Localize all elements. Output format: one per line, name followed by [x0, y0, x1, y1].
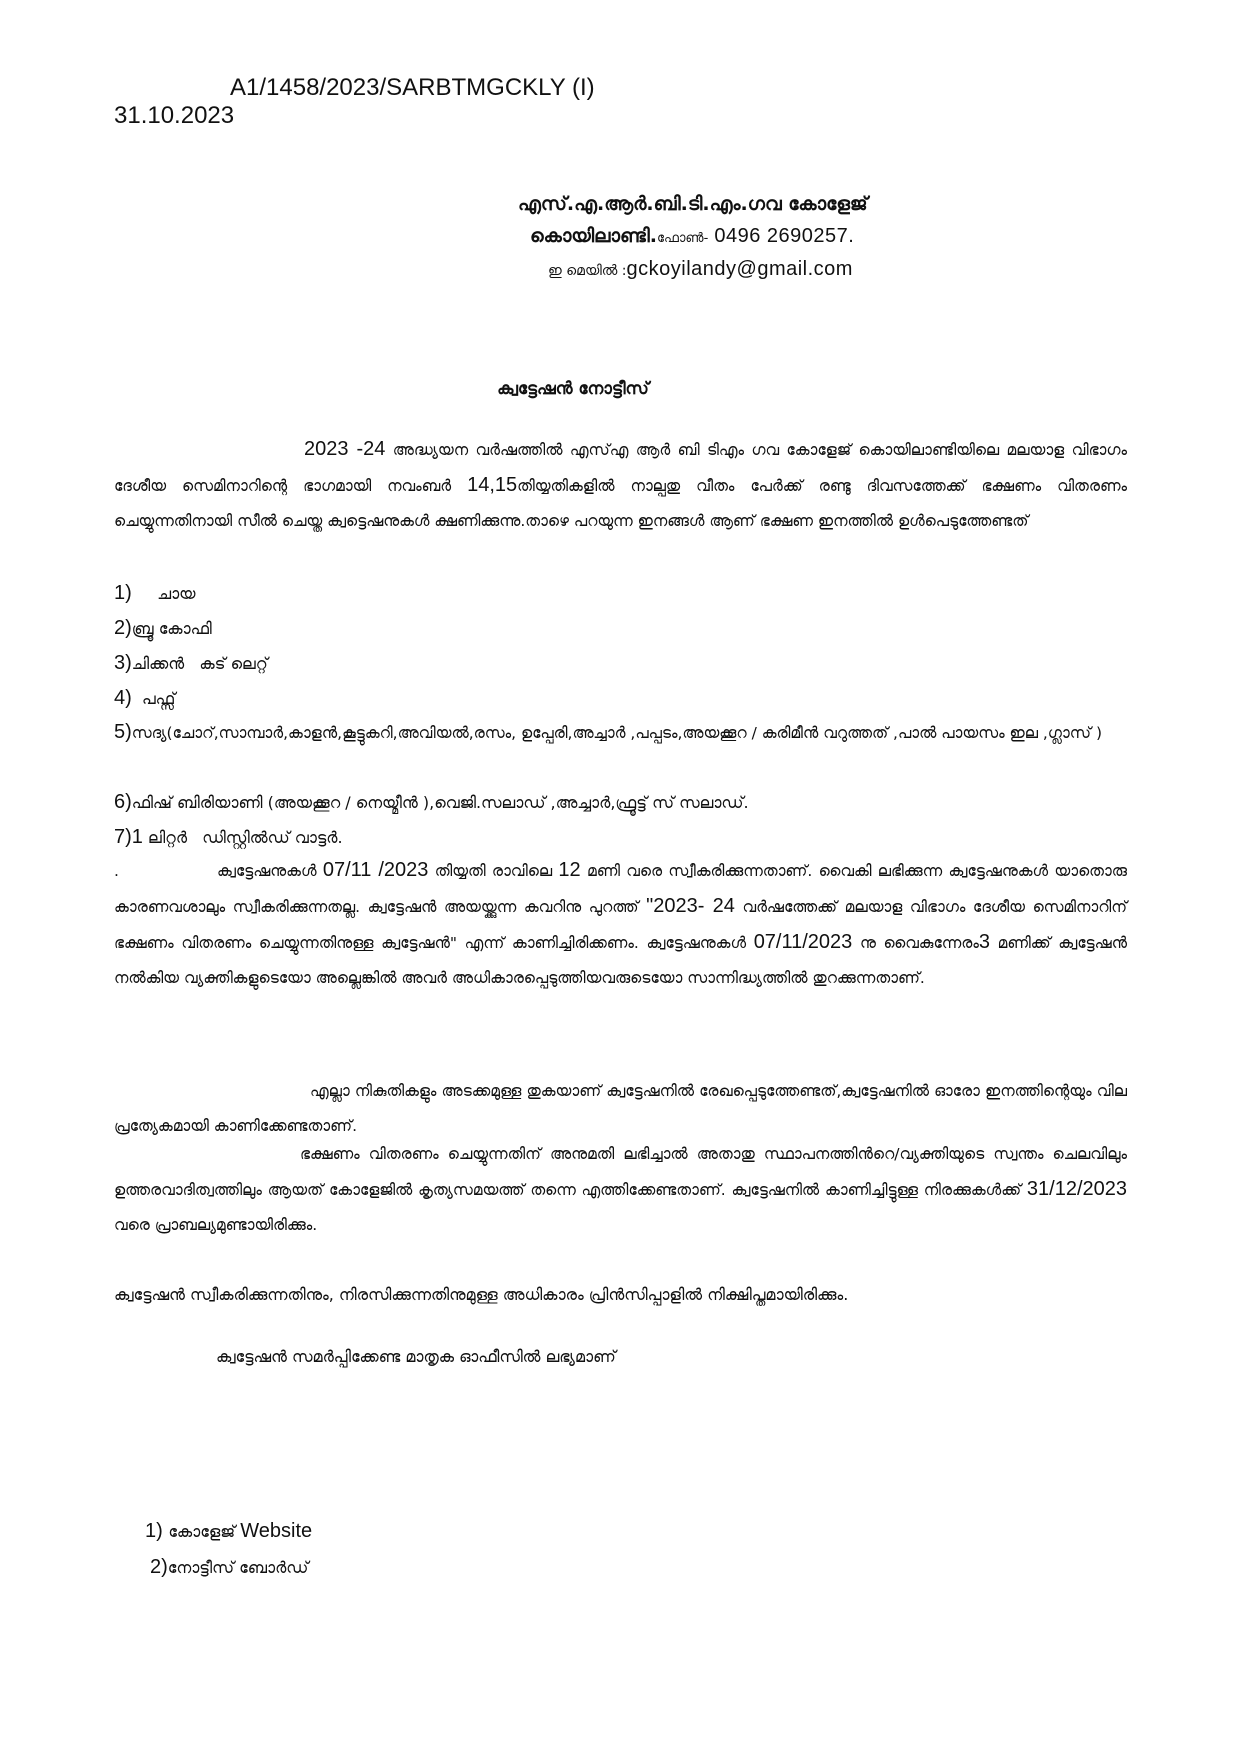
list-item-text: ബ്രൂ കോഫി: [131, 619, 212, 638]
form-availability-line: ക്വട്ടേഷൻ സമർപ്പിക്കേണ്ട മാതൃക ഓഫീസിൽ ലഭ്യമാണ്: [216, 1347, 616, 1366]
copy-text: കോളേജ്: [168, 1522, 241, 1541]
reference-number: A1/1458/2023/SARBTMGCKLY (I): [230, 74, 595, 101]
copy-number: 1): [145, 1520, 169, 1542]
issue-date: 31.10.2023: [114, 102, 235, 129]
copy-text-en: Website: [240, 1520, 313, 1542]
academic-year: 2023 -24: [304, 438, 386, 460]
phone-number: 0496 2690257.: [708, 225, 855, 247]
list-item-number: 3): [114, 652, 132, 674]
institution-address-line: [530, 225, 854, 248]
submission-text-6: മണിക്ക് ക്വട്ടേഷൻ നൽകിയ വ്യക്തികളുടെയോ അല്ലെങ്കിൽ അവർ അധികാരപ്പെടുത്തിയവരുടെയോ സാന്നിദ്ധ്യത്തിൽ തുറക്കുന്നതാണ്.: [114, 934, 1127, 987]
copy-number: 2): [150, 1556, 168, 1578]
list-item-text: ഫിഷ് ബിരിയാണി (അയക്കൂറ / നെയ്മീൻ ),വെജി.സലാഡ് ,അച്ചാർ,ഫ്രൂട്ട് സ് സലാഡ്.: [131, 793, 749, 812]
validity-date: 31/12/2023: [1026, 1178, 1127, 1200]
delivery-text-2: വരെ പ്രാബല്യമുണ്ടായിരിക്കും.: [114, 1216, 318, 1234]
email-address: gckoyilandy@gmail.com: [626, 258, 853, 280]
list-item-text: സദ്യ(ചോറ്,സാമ്പാർ,കാളൻ,കൂട്ടുകറി,അവിയൽ,രസം, ഉപ്പേരി,അച്ചാർ ,പപ്പടം,അയക്കൂറ / കരിമീൻ വറുത്തത് ,പാൽ പായസം ഇല ,ഗ്ലാസ് ): [131, 724, 1102, 742]
opening-date: 07/11/2023: [753, 931, 853, 953]
list-item-text: പഫ്സ്: [131, 689, 176, 708]
copy-to-item: [150, 1556, 308, 1579]
tax-text: എല്ലാ നികുതികളും അടക്കമുള്ള തുകയാണ് ക്വട്ടേഷനിൽ രേഖപ്പെടുത്തേണ്ടത്,ക്വട്ടേഷനിൽ ഓരോ ഇനത്തിന്റെയും വില പ്രത്യേകമായി കാണിക്കേണ്ടതാണ്.: [114, 1082, 1127, 1135]
opening-hour: 3: [978, 931, 991, 953]
tax-paragraph: [114, 1074, 1127, 1144]
list-item-number: 7): [114, 826, 132, 848]
list-item-number: 6): [114, 791, 132, 813]
delivery-paragraph: [114, 1137, 1127, 1243]
submission-paragraph: [114, 853, 1127, 996]
list-item: [114, 578, 196, 609]
email-label: ഇ മെയിൽ :: [548, 263, 627, 279]
list-item: [114, 683, 175, 714]
intro-text-2: തിയ്യതികളിൽ നാല്പതു വീതം പേർക്ക് രണ്ടു ദിവസത്തേക്ക് ഭക്ഷണം വിതരണം ചെയ്യുന്നതിനായി സീൽ ചെയ്ത ക്വട്ടെഷനുകൾ ക്ഷണിക്കുന്നു.താഴെ പറയുന്ന ഇനങ്ങൾ ആണ് ഭക്ഷണ ഇനത്തിൽ ഉൾപെടുത്തേണ്ടത്: [114, 477, 1127, 530]
copy-to-item: [145, 1520, 312, 1543]
email-line: [548, 258, 853, 281]
phone-label: ഫോൺ-: [657, 231, 709, 246]
list-item-text: ചായ: [131, 584, 196, 603]
deadline-hour: 12: [558, 859, 581, 881]
list-item-number: 2): [114, 617, 132, 639]
paragraph-dot: .: [114, 862, 119, 880]
list-item: [114, 715, 1127, 751]
copy-text: നോട്ടീസ് ബോർഡ്: [167, 1558, 309, 1577]
institution-place: കൊയിലാണ്ടി.: [530, 225, 658, 247]
intro-paragraph: [114, 432, 1127, 539]
list-item-number: 4): [114, 687, 132, 709]
list-item-number: 5): [114, 721, 132, 743]
cover-year: "2023- 24: [646, 895, 735, 917]
delivery-text-1: ഭക്ഷണം വിതരണം ചെയ്യുന്നതിന് അനുമതി ലഭിച്ചാൽ അതാതു സ്ഥാപനത്തിൻറെ/വ്യക്തിയുടെ സ്വന്തം ചെലവിലും ഉത്തരവാദിത്വത്തിലും ആയത് കോളേജിൽ കൃത്യസമയത്ത് തന്നെ എത്തിക്കേണ്ടതാണ്. ക്വട്ടേഷനിൽ കാണിച്ചിട്ടുള്ള നിരക്കുകൾക്ക്: [114, 1145, 1127, 1199]
submission-text-2: തിയ്യതി രാവിലെ: [428, 862, 559, 880]
list-item: [114, 822, 343, 853]
list-item-text: ലിറ്റർ ഡിസ്റ്റിൽഡ് വാട്ടർ.: [142, 828, 343, 847]
list-item-number: 1): [114, 582, 132, 604]
list-item: [114, 787, 749, 818]
submission-text-1: ക്വട്ടേഷനുകൾ: [216, 862, 323, 880]
seminar-dates: 14,15: [467, 474, 518, 496]
list-item-quantity: 1: [131, 826, 143, 848]
list-item-text: ചിക്കൻ കട് ലെറ്റ്: [131, 654, 268, 673]
intro-text-1: അദ്ധ്യയന വർഷത്തിൽ എസ്എ ആർ ബി ടിഎം ഗവ കോളേജ് കൊയിലാണ്ടിയിലെ മലയാള വിഭാഗം ദേശീയ സെമിനാറിന്റെ ഭാഗമായി നവംബർ: [114, 441, 1127, 495]
institution-name: എസ്.എ.ആർ.ബി.ടി.എം.ഗവ കോളേജ്: [518, 193, 868, 215]
authority-paragraph: ക്വട്ടേഷൻ സ്വീകരിക്കുന്നതിനും, നിരസിക്കുന്നതിനുമുള്ള അധികാരം പ്രിൻസിപ്പാളിൽ നിക്ഷിപ്തമായിരിക്കും.: [114, 1285, 849, 1304]
list-item: [114, 648, 268, 679]
list-item: [114, 613, 212, 644]
deadline-date: 07/11 /2023: [322, 859, 429, 881]
notice-title: ക്വട്ടേഷൻ നോട്ടീസ്: [497, 379, 649, 399]
submission-text-5: നു വൈകുന്നേരം: [852, 934, 979, 952]
submission-text-4: വർഷത്തേക്ക് മലയാള വിഭാഗം ദേശീയ സെമിനാറിന് ഭക്ഷണം വിതരണം ചെയ്യുന്നതിനുള്ള ക്വട്ടേഷൻ" എന്ന് കാണിച്ചിരിക്കണം. ക്വട്ടേഷനുകൾ: [114, 898, 1128, 952]
submission-text-3: മണി വരെ സ്വീകരിക്കുന്നതാണ്. വൈകി ലഭിക്കുന്ന ക്വട്ടേഷനുകൾ യാതൊരു കാരണവശാലും സ്വീകരിക്കുന്നതല്ല. ക്വട്ടേഷൻ അയയ്ക്കുന്ന കവറിനു പുറത്ത്: [114, 862, 1128, 916]
